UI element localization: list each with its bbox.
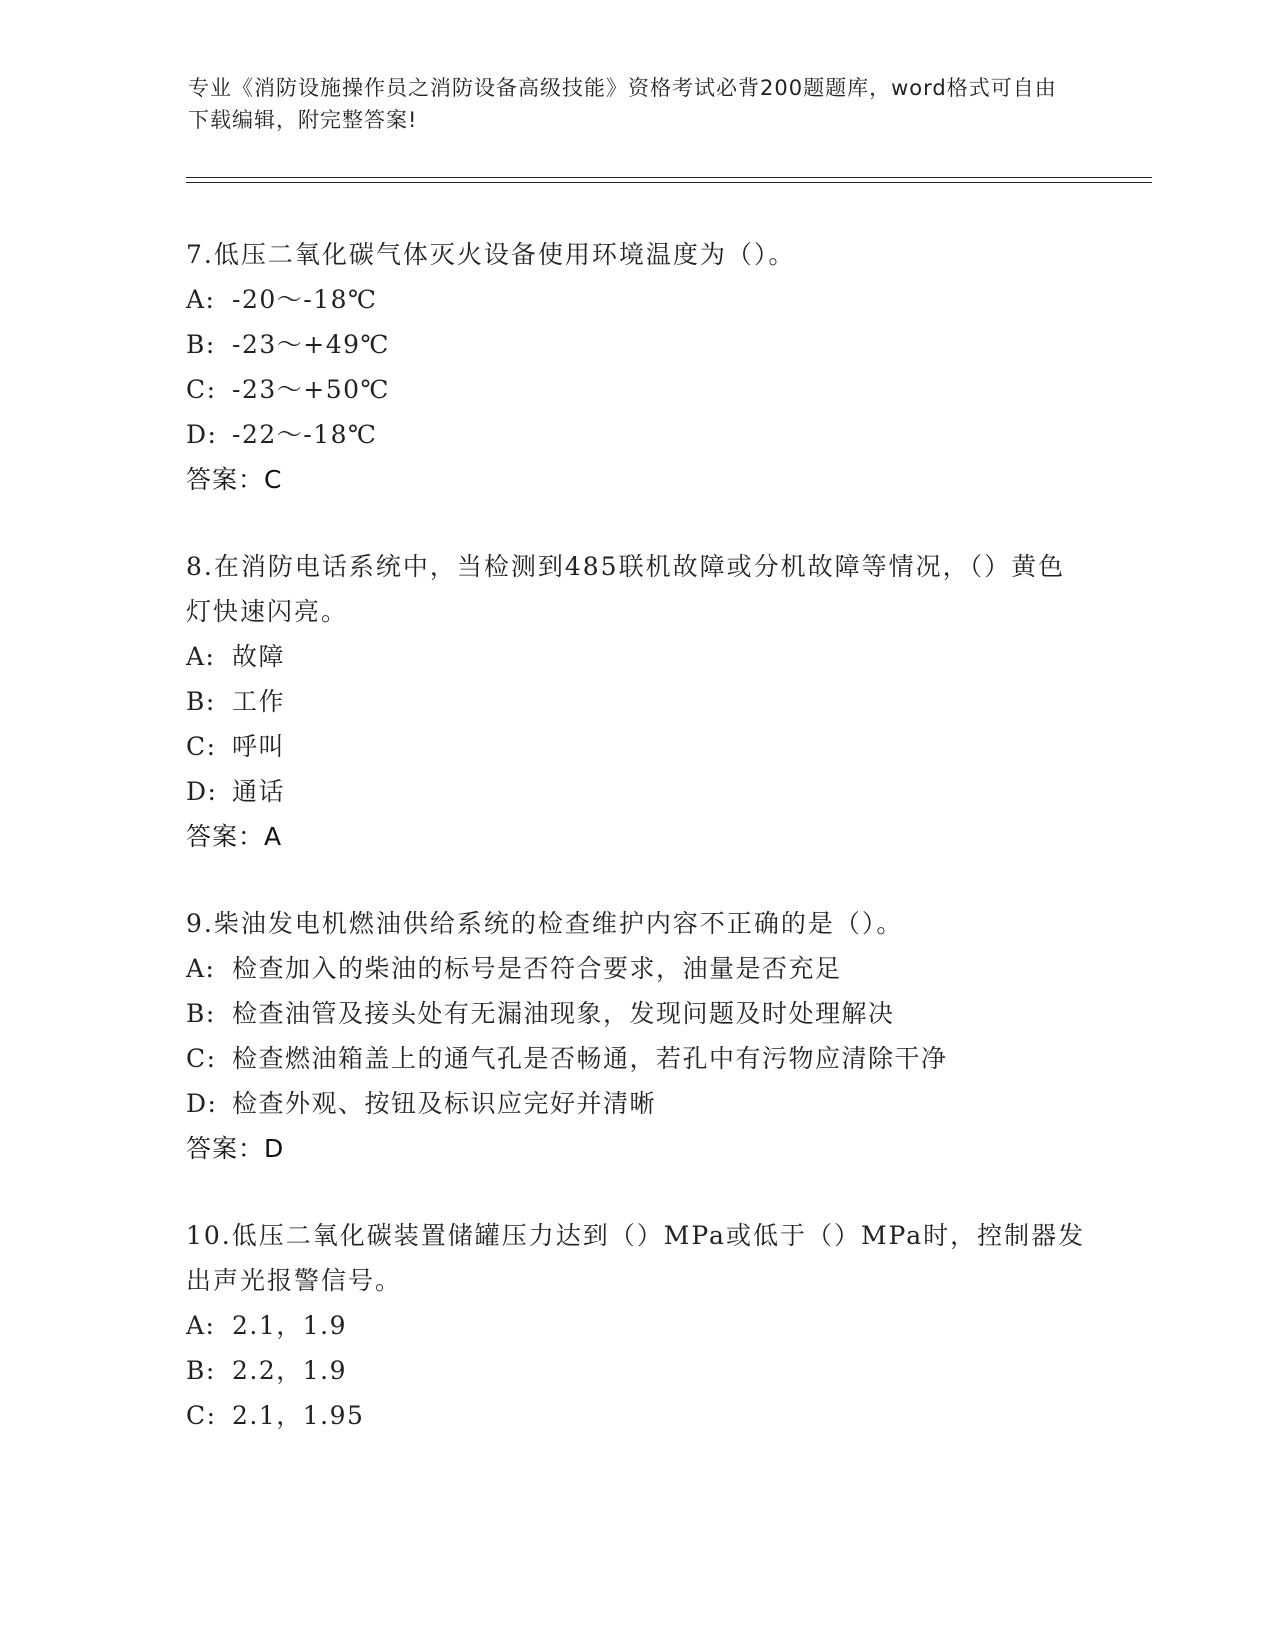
option-label: A: (186, 642, 216, 671)
option-label: D: (186, 777, 218, 806)
option-a (186, 946, 1086, 991)
question-text: 10.低压二氧化碳装置储罐压力达到（）MPa或低于（）MPa时，控制器发出声光报警信号。 (186, 1221, 1086, 1295)
option-a (186, 1303, 1086, 1348)
question-8 (186, 544, 1086, 859)
option-text: -23～+50℃ (232, 375, 390, 404)
option-label: C: (186, 1044, 217, 1073)
answer-line: 答案：C (186, 465, 283, 494)
option-c (186, 367, 1086, 412)
question-9 (186, 901, 1086, 1171)
option-c (186, 724, 1086, 769)
option-label: A: (186, 1311, 216, 1340)
option-text: 检查燃油箱盖上的通气孔是否畅通，若孔中有污物应清除干净 (232, 1044, 948, 1073)
header-divider-top (186, 177, 1152, 178)
option-c (186, 1036, 1086, 1081)
answer-line: 答案：D (186, 1134, 285, 1163)
option-text: 工作 (232, 687, 286, 716)
document-intro: 专业《消防设施操作员之消防设备高级技能》资格考试必背200题题库，word格式可自由下载编辑，附完整答案! (188, 76, 1057, 132)
option-d (186, 412, 1086, 457)
question-text: 7.低压二氧化碳气体灭火设备使用环境温度为（）。 (186, 240, 796, 269)
option-label: B: (186, 1356, 216, 1385)
option-text: 呼叫 (232, 732, 286, 761)
option-text: -20～-18℃ (232, 285, 378, 314)
option-label: A: (186, 285, 216, 314)
answer-line: 答案：A (186, 822, 283, 851)
option-text: 2.1，1.9 (232, 1311, 348, 1340)
option-label: A: (186, 954, 216, 983)
question-7 (186, 232, 1086, 502)
option-label: B: (186, 330, 216, 359)
option-a (186, 277, 1086, 322)
option-text: -22～-18℃ (232, 420, 378, 449)
option-label: C: (186, 1401, 217, 1430)
option-label: D: (186, 420, 218, 449)
option-label: C: (186, 375, 217, 404)
header-divider-bottom (186, 182, 1152, 183)
option-text: 检查加入的柴油的标号是否符合要求，油量是否充足 (232, 954, 842, 983)
option-text: 故障 (232, 642, 286, 671)
question-list (186, 232, 1086, 1480)
option-text: 通话 (232, 777, 286, 806)
question-text: 9.柴油发电机燃油供给系统的检查维护内容不正确的是（）。 (186, 909, 904, 938)
option-b (186, 679, 1086, 724)
option-label: B: (186, 999, 216, 1028)
option-label: D: (186, 1089, 218, 1118)
option-text: 检查外观、按钮及标识应完好并清晰 (232, 1089, 657, 1118)
question-10 (186, 1213, 1086, 1438)
option-text: -23～+49℃ (232, 330, 390, 359)
option-text: 检查油管及接头处有无漏油现象，发现问题及时处理解决 (232, 999, 895, 1028)
option-text: 2.2，1.9 (232, 1356, 348, 1385)
option-text: 2.1，1.95 (232, 1401, 365, 1430)
option-label: B: (186, 687, 216, 716)
option-d (186, 769, 1086, 814)
option-label: C: (186, 732, 217, 761)
option-b (186, 991, 1086, 1036)
option-b (186, 322, 1086, 367)
option-c (186, 1393, 1086, 1438)
option-b (186, 1348, 1086, 1393)
option-d (186, 1081, 1086, 1126)
option-a (186, 634, 1086, 679)
question-text: 8.在消防电话系统中，当检测到485联机故障或分机故障等情况，（）黄色灯快速闪亮。 (186, 552, 1066, 626)
